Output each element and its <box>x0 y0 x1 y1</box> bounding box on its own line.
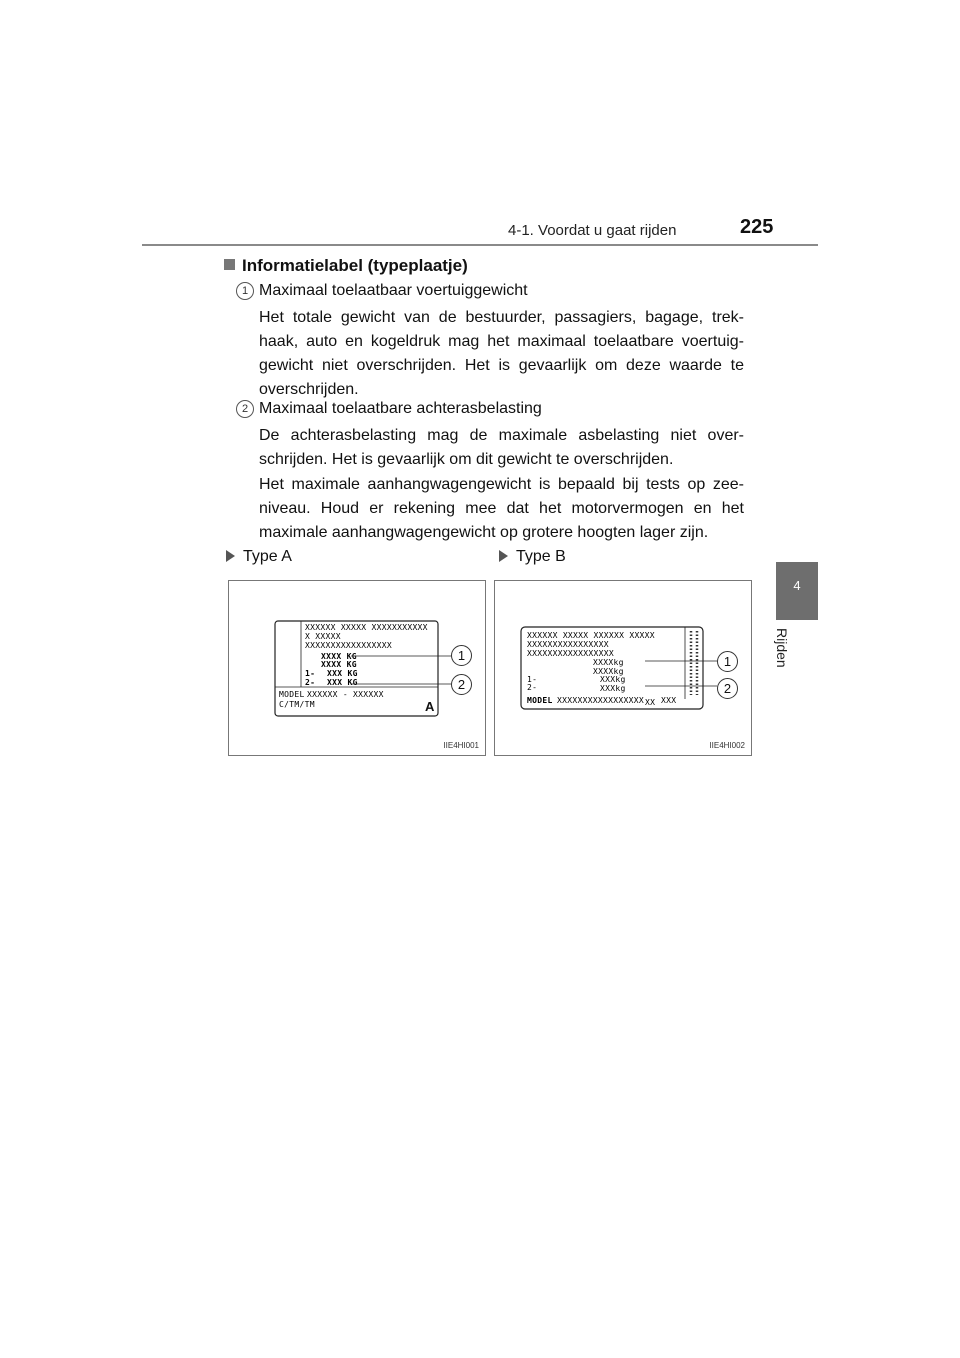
type-b-line-1: XXXXXX XXXXX XXXXXX XXXXX <box>527 631 655 640</box>
type-a-model-label: MODEL <box>279 690 305 699</box>
item-2-paragraph-2: Het maximale aanhangwagengewicht is bepaald bij tests op zee-niveau. Houd er rekening mee dat het motorvermogen en het maximale aanhangwagengewicht op grotere hoogten lager zijn. <box>259 476 744 541</box>
type-a-line-2: X XXXXX <box>305 632 341 641</box>
type-a-corner-letter: A <box>425 699 435 714</box>
type-b-model-label: MODEL <box>527 696 553 705</box>
square-bullet-icon <box>224 259 235 270</box>
type-a-callout-2: 2 <box>451 674 472 695</box>
type-b-callout-2: 2 <box>717 678 738 699</box>
triangle-bullet-icon <box>226 550 235 562</box>
header-divider <box>142 244 818 246</box>
type-a-callout-1: 1 <box>451 645 472 666</box>
type-a-image-id: IIE4HI001 <box>443 741 479 750</box>
type-a-weight-2: XXXX KG <box>321 660 357 669</box>
item-title-1: Maximaal toelaatbaar voertuiggewicht <box>259 282 528 299</box>
type-a-weight-4: XXX KG <box>327 678 358 687</box>
type-a-label <box>226 548 292 566</box>
type-b-weight-4: XXXkg <box>600 684 626 693</box>
type-a-label-text: Type A <box>243 548 292 565</box>
item-1-paragraph: Het totale gewicht van de bestuurder, passagiers, bagage, trek-haak, auto en kogeldruk mag het maximaal toelaatbare voertuig-gewicht niet overschrijden. Het is gevaarlijk om deze waarde te overschrijden. <box>259 309 744 398</box>
type-a-axle-1: 1- <box>305 669 316 678</box>
type-b-axle-2: 2- <box>527 683 538 692</box>
section-heading-text: Informatielabel (typeplaatje) <box>242 256 468 275</box>
section-heading <box>224 256 468 276</box>
type-b-plate-illustration <box>495 581 751 755</box>
type-b-weight-2: XXXXkg <box>593 667 624 676</box>
type-b-image-id: IIE4HI002 <box>709 741 745 750</box>
type-b-model-tail: XXX <box>661 696 677 705</box>
type-b-weight-3: XXXkg <box>600 675 626 684</box>
type-b-label <box>499 548 566 566</box>
type-a-plate-illustration <box>229 581 485 755</box>
chapter-tab-label-text: Rijden <box>774 628 790 668</box>
type-b-weight-1: XXXXkg <box>593 658 624 667</box>
type-a-weight-1: XXXX KG <box>321 652 357 661</box>
type-b-callout-1: 1 <box>717 651 738 672</box>
triangle-bullet-icon <box>499 550 508 562</box>
item-number-2: 2 <box>236 400 254 418</box>
type-a-model-value: XXXXXX - XXXXXX <box>307 690 384 699</box>
chapter-tab-label <box>774 628 812 678</box>
type-a-weight-3: XXX KG <box>327 669 358 678</box>
type-a-line-1: XXXXXX XXXXX XXXXXXXXXXX <box>305 623 428 632</box>
type-b-axle-1: 1- <box>527 675 538 684</box>
item-number-1: 1 <box>236 282 254 300</box>
type-a-axle-2: 2- <box>305 678 316 687</box>
type-a-small-print: C/TM/TM <box>279 700 315 709</box>
figure-type-a <box>228 580 486 756</box>
item-2-paragraph-1: De achterasbelasting mag de maximale asbelasting niet over-schrijden. Het is gevaarlijk om dit gewicht te overschrijden. <box>259 427 744 468</box>
chapter-tab-number: 4 <box>793 578 801 593</box>
type-b-line-3: XXXXXXXXXXXXXXXXX <box>527 649 614 658</box>
page-number: 225 <box>740 216 774 238</box>
type-a-line-3: XXXXXXXXXXXXXXXXX <box>305 641 392 650</box>
type-b-model-value: XXXXXXXXXXXXXXXXX <box>557 696 644 705</box>
type-b-label-text: Type B <box>516 548 566 565</box>
type-b-model-suffix: XX <box>645 698 656 707</box>
type-b-line-2: XXXXXXXXXXXXXXXX <box>527 640 609 649</box>
section-reference: 4-1. Voordat u gaat rijden <box>508 222 677 239</box>
item-title-2: Maximaal toelaatbare achterasbelasting <box>259 400 542 417</box>
figure-type-b <box>494 580 752 756</box>
